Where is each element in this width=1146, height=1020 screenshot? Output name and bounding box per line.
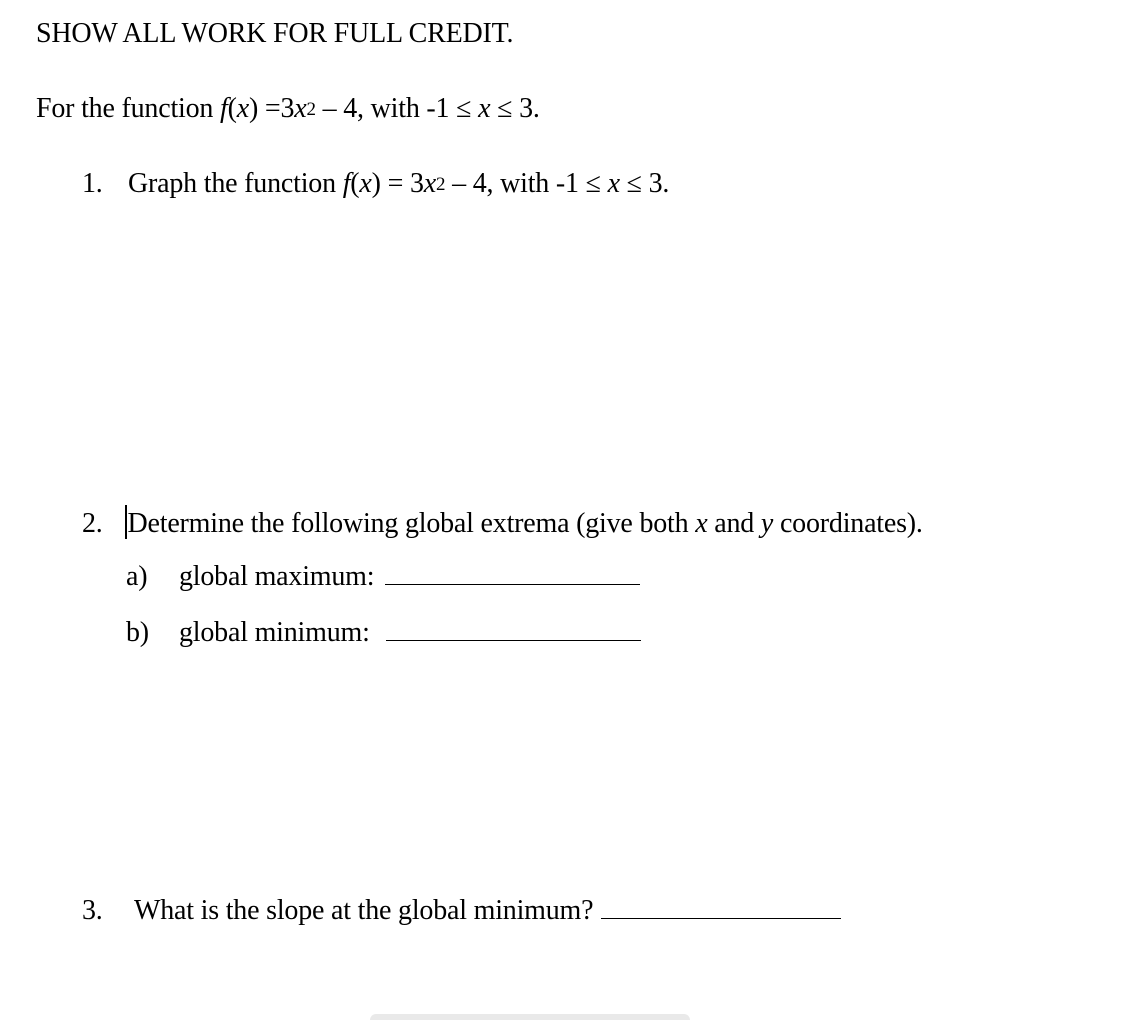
instruction-heading: SHOW ALL WORK FOR FULL CREDIT. <box>36 18 514 49</box>
question-1-close: ) = 3 <box>371 168 424 199</box>
question-1-exponent: 2 <box>436 174 446 195</box>
question-1-number: 1. <box>82 168 103 199</box>
question-2a-label: a) <box>126 561 148 592</box>
question-2-y: y <box>760 508 774 539</box>
intro-f: f <box>220 93 228 124</box>
question-2a-text: global maximum: <box>179 561 375 592</box>
question-1-prefix: Graph the function <box>128 168 343 199</box>
question-1-end: ≤ 3. <box>619 168 670 199</box>
question-1-open: ( <box>350 168 360 199</box>
intro-end: ≤ 3. <box>490 93 540 124</box>
question-2-x: x <box>695 508 708 539</box>
intro-x3: x <box>478 93 491 124</box>
question-3-text: What is the slope at the global minimum? <box>134 895 594 926</box>
intro-close: ) =3 <box>248 93 295 124</box>
question-1-x2: x <box>423 168 437 199</box>
question-2-text-a: Determine the following global extrema (give both <box>127 508 696 539</box>
global-maximum-answer-blank[interactable] <box>385 562 640 585</box>
question-2-text-b: and <box>707 508 761 539</box>
intro-prefix: For the function <box>36 93 221 124</box>
question-2b-text: global minimum: <box>179 617 370 648</box>
intro-statement <box>36 93 540 125</box>
question-2b <box>126 617 641 649</box>
intro-x: x <box>236 93 249 124</box>
question-1 <box>82 168 669 200</box>
intro-x2: x <box>294 93 307 124</box>
intro-exponent: 2 <box>306 99 316 120</box>
question-1-x: x <box>359 168 372 199</box>
text-cursor <box>125 505 127 539</box>
question-1-rest: – 4, with -1 ≤ <box>445 168 608 199</box>
question-2-text-c: coordinates). <box>773 508 923 539</box>
intro-rest: – 4, with -1 ≤ <box>315 93 479 124</box>
question-2a <box>126 561 640 593</box>
question-2-number: 2. <box>82 508 103 539</box>
slope-answer-blank[interactable] <box>601 896 841 919</box>
bottom-scroll-shadow <box>370 1014 690 1020</box>
question-1-x3: x <box>607 168 620 199</box>
question-2 <box>82 505 923 540</box>
question-3 <box>82 895 841 927</box>
question-1-f: f <box>342 168 351 199</box>
global-minimum-answer-blank[interactable] <box>386 618 641 641</box>
question-3-number: 3. <box>82 895 103 926</box>
intro-open: ( <box>227 93 237 124</box>
question-2b-label: b) <box>126 617 149 648</box>
